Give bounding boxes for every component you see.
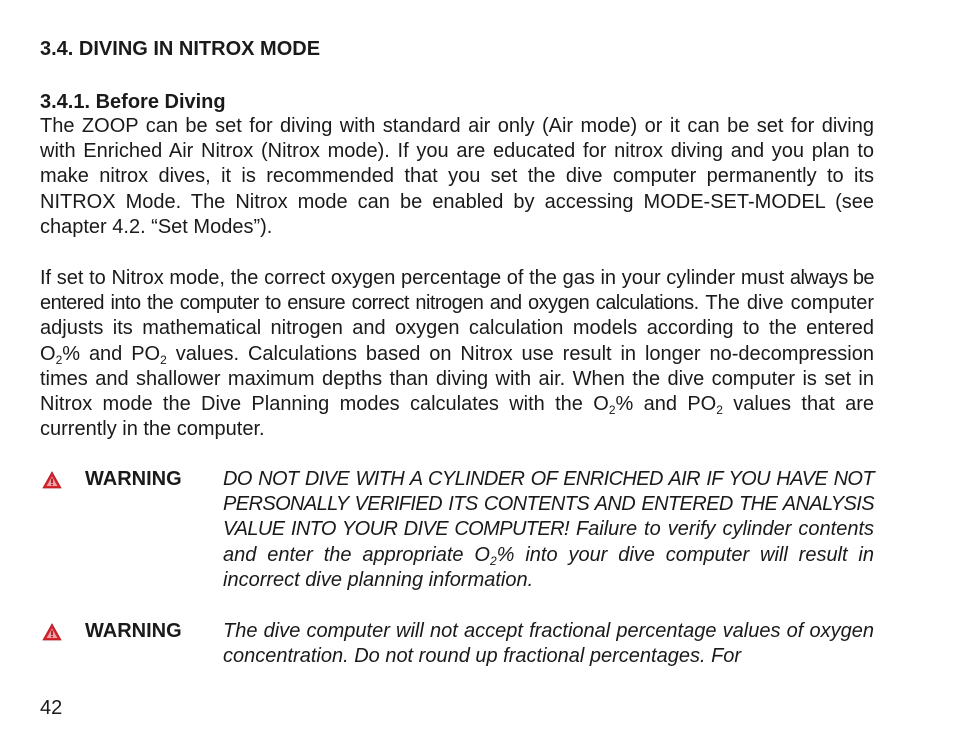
paragraph-text-segment: % and PO [62,342,161,365]
subscript: 2 [160,352,167,367]
paragraph-text-segment: The dive computer adjusts its mathematical nitrogen and oxygen calculation models according to the entered O [40,292,874,365]
paragraph-nitrox-setup: The ZOOP can be set for diving with standard air only (Air mode) or it can be set for diving with Enriched Air Nitrox (Nitrox mode). If you are educated for nitrox diving and you plan to make nitrox dives, it is recommended that you set the dive computer permanently to its NITROX Mode. The Nitrox mode can be enabled by accessing MODE-SET-MODEL (see chapter 4.2. “Set Modes”). [40,115,874,238]
page-number: 42 [40,697,63,719]
paragraph-text-segment: values. Calculations based on Nitrox use result in longer no-decompression times and shallower maximum depths than diving with air. When the dive computer is set in Nitrox mode the Dive Planning modes calculates with the O [40,342,874,416]
warning-text-segment: Failure to verify cylinder contents and enter the appropriate O [223,518,874,566]
paragraph-text-segment: always be entered into the computer to ensure correct nitrogen and oxygen calculations. [40,267,874,315]
paragraph-text-segment: values that are currently in the computer. [40,393,874,441]
section-heading: 3.4. DIVING IN NITROX MODE [40,38,321,60]
paragraph-text-segment: % and PO [615,393,717,416]
subscript: 2 [489,553,497,568]
warning-label: WARNING [85,620,182,642]
warning-text [223,467,874,593]
subscript: 2 [55,352,63,367]
paragraph-text-segment: If set to Nitrox mode, the correct oxygen percentage of the gas in your cylinder must [40,267,790,289]
warning-text-segment: % into your dive computer will result in incorrect dive planning information. [223,543,874,591]
subsection-heading: 3.4.1. Before Diving [40,91,226,113]
paragraph-nitrox-calculations [40,266,874,442]
warning-caps-text: DO NOT DIVE WITH A CYLINDER OF ENRICHED AIR IF YOU HAVE NOT PERSONALLY VERIFIED ITS CONTENTS AND ENTERED THE ANALYSIS VALUE INTO YOUR DIVE COMPUTER! [223,468,874,541]
manual-page [40,0,874,756]
subscript: 2 [608,403,616,418]
warning-triangle-icon [42,471,62,489]
warning-label: WARNING [85,468,182,490]
subscript: 2 [716,403,723,418]
warning-triangle-icon [42,623,62,641]
warning-text: The dive computer will not accept fractional percentage values of oxygen concentration. Do not round up fractional percentages. For [223,620,874,668]
